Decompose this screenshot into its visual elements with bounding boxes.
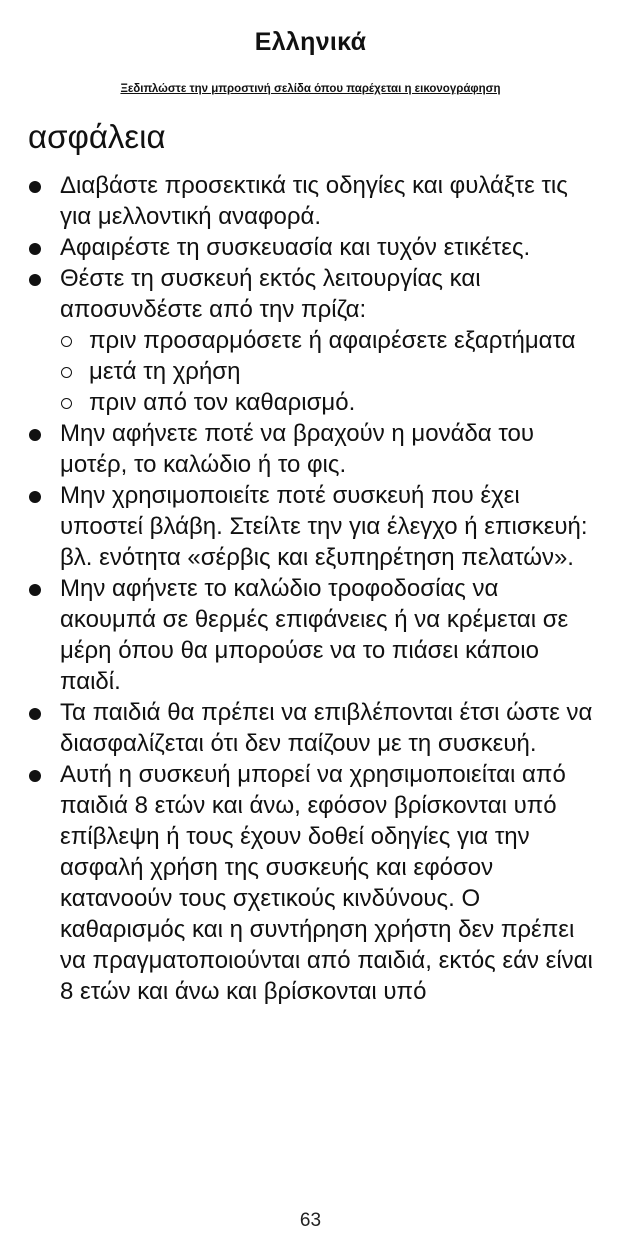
bullet-item bbox=[60, 263, 600, 418]
bullet-text: Μην αφήνετε το καλώδιο τροφοδοσίας να ακουμπά σε θερμές επιφάνειες ή να κρέμεται σε μέρη όπου θα μπορούσε να το πιάσει κάποιο παιδί. bbox=[60, 575, 569, 695]
bullet-icon bbox=[29, 491, 41, 503]
bullet-icon bbox=[29, 274, 41, 286]
bullet-icon bbox=[29, 181, 41, 193]
bullet-icon bbox=[29, 584, 41, 596]
bullet-text: Διαβάστε προσεκτικά τις οδηγίες και φυλάξτε τις για μελλοντική αναφορά. bbox=[60, 172, 568, 230]
language-title: Ελληνικά bbox=[254, 28, 367, 56]
sub-item-text: μετά τη χρήση bbox=[89, 358, 241, 385]
unfold-instruction: Ξεδιπλώστε την μπροστινή σελίδα όπου παρέχεται η εικονογράφηση bbox=[120, 83, 501, 95]
hollow-bullet-icon bbox=[61, 398, 72, 409]
bullet-icon bbox=[29, 708, 41, 720]
bullet-item bbox=[60, 697, 600, 759]
bullet-text: Μην αφήνετε ποτέ να βραχούν η μονάδα του μοτέρ, το καλώδιο ή το φις. bbox=[60, 420, 534, 478]
sub-item-text: πριν προσαρμόσετε ή αφαιρέσετε εξαρτήματα bbox=[89, 327, 576, 354]
bullet-icon bbox=[29, 243, 41, 255]
bullet-text: Αυτή η συσκευή μπορεί να χρησιμοποιείται από παιδιά 8 ετών και άνω, εφόσον βρίσκονται υπό επίβλεψη ή τους έχουν δοθεί οδηγίες για την ασφαλή χρήση της συσκευής και εφόσον κατανοούν τους σχετικούς κινδύνους. Ο καθαρισμός και η συντήρηση χρήστη δεν πρέπει να πραγματοποιούνται από παιδιά, εκτός εάν είναι 8 ετών και άνω και βρίσκονται υπό bbox=[60, 761, 593, 1005]
bullet-text: Αφαιρέστε τη συσκευασία και τυχόν ετικέτες. bbox=[60, 234, 531, 261]
bullet-text: Θέστε τη συσκευή εκτός λειτουργίας και αποσυνδέστε από την πρίζα: bbox=[60, 265, 481, 323]
sub-item-text: πριν από τον καθαρισμό. bbox=[89, 389, 356, 416]
page-number: 63 bbox=[299, 1210, 322, 1231]
safety-list bbox=[60, 170, 600, 1007]
sub-list bbox=[60, 325, 600, 418]
bullet-text: Τα παιδιά θα πρέπει να επιβλέπονται έτσι ώστε να διασφαλίζεται ότι δεν παίζουν με τη συσκευή. bbox=[60, 699, 593, 757]
bullet-item bbox=[60, 418, 600, 480]
bullet-item bbox=[60, 232, 600, 263]
bullet-item bbox=[60, 480, 600, 573]
bullet-text: Μην χρησιμοποιείτε ποτέ συσκευή που έχει υποστεί βλάβη. Στείλτε την για έλεγχο ή επισκευή: βλ. ενότητα «σέρβις και εξυπηρέτηση πελατών». bbox=[60, 482, 588, 571]
bullet-item bbox=[60, 759, 600, 1007]
bullet-item bbox=[60, 170, 600, 232]
bullet-icon bbox=[29, 429, 41, 441]
hollow-bullet-icon bbox=[61, 336, 72, 347]
sub-list-item bbox=[89, 325, 600, 356]
sub-list-item bbox=[89, 387, 600, 418]
bullet-icon bbox=[29, 770, 41, 782]
sub-list-item bbox=[89, 356, 600, 387]
section-heading: ασφάλεια bbox=[28, 118, 166, 155]
bullet-item bbox=[60, 573, 600, 697]
hollow-bullet-icon bbox=[61, 367, 72, 378]
